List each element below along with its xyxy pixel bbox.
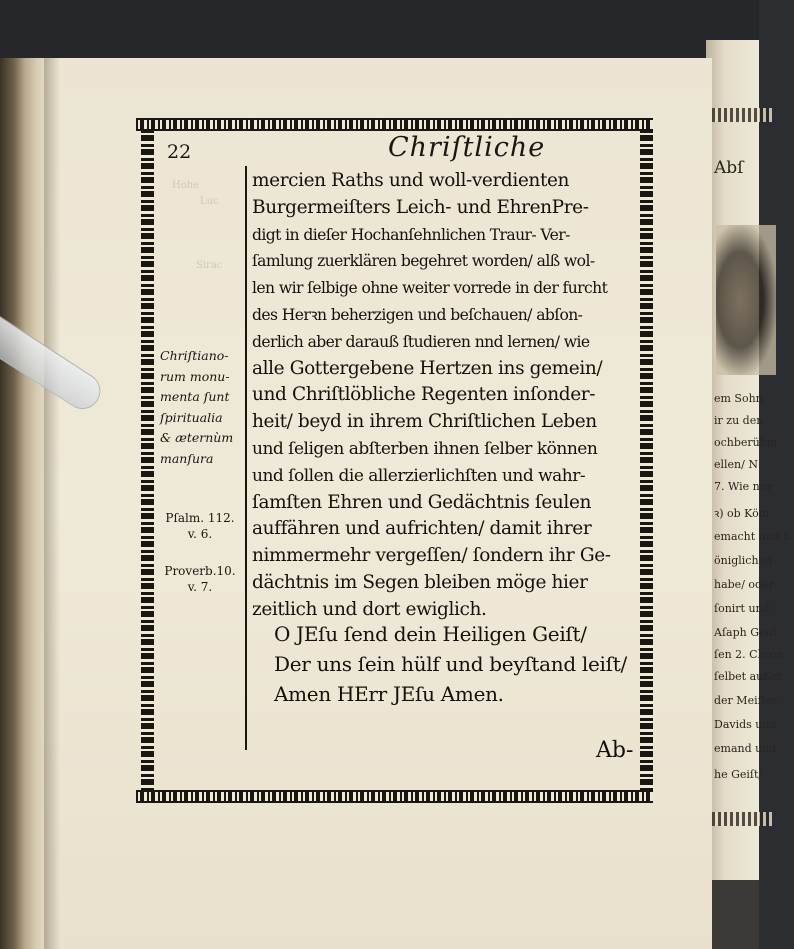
- facing-page-fragment: öniglichen: [714, 554, 773, 567]
- right-ornament-border: [640, 130, 653, 790]
- top-ornament-border: [136, 118, 653, 131]
- scan-background: [0, 0, 759, 60]
- text-line: digt in dieſer Hochanſehnlichen Traur- Ver-: [252, 225, 570, 244]
- prayer-line: Amen HErr JEſu Amen.: [274, 682, 504, 706]
- text-line: des Herꝛn beherzigen und beſchauen/ abſon-: [252, 305, 583, 324]
- facing-page: [706, 40, 791, 910]
- text-line: mercien Raths und woll-verdienten: [252, 170, 570, 191]
- running-title: Chriſtliche: [388, 132, 546, 163]
- facing-page-fragment: ꝛ) ob Köni: [714, 507, 770, 520]
- text-line: zeitlich und dort ewiglich.: [252, 598, 487, 620]
- text-line: dächtnis im Segen bleiben möge hier: [252, 571, 588, 593]
- facing-page-fragment: ſonirt und: [714, 602, 770, 615]
- marginal-note-line: & æternùm: [160, 430, 234, 445]
- catchword: Ab-: [596, 738, 634, 763]
- text-line: Burgermeiſters Leich- und EhrenPre-: [252, 196, 589, 218]
- text-line: auffähren und aufrichten/ damit ihrer: [252, 518, 592, 540]
- facing-page-fragment: emacht und h: [714, 530, 791, 543]
- show-through-text: Hohe: [172, 180, 200, 191]
- reference-line: Proverb.10.: [164, 564, 236, 578]
- facing-page-fragment: he Geiſt/: [714, 768, 763, 781]
- prayer-line: O JEſu ſend dein Heiligen Geiſt/: [274, 622, 587, 646]
- closing-prayer: [274, 619, 627, 709]
- text-line: alle Gottergebene Hertzen ins gemein/: [252, 357, 603, 379]
- marginal-note-line: rum monu-: [160, 368, 230, 384]
- sermon-text-block: [252, 168, 635, 624]
- marginal-note-line: menta ſunt: [160, 389, 230, 404]
- marginal-note-line: Chriſtiano-: [160, 348, 229, 363]
- facing-page-fragment: 7. Wie nur: [714, 480, 773, 493]
- text-line: ſamlung zuerklären begehret worden/ alß wol-: [252, 252, 595, 271]
- scripture-reference-psalm: [160, 510, 240, 542]
- reference-line: v. 6.: [187, 527, 213, 541]
- facing-page-fragment: emand und: [714, 742, 777, 755]
- reference-line: v. 7.: [187, 580, 213, 594]
- marginal-note-line: manſura: [160, 450, 214, 466]
- text-line: len wir ſelbige ohne weiter vorrede in der furcht: [252, 279, 608, 298]
- left-ornament-border: [141, 130, 154, 790]
- facing-page-fragment: der Meiſter: [714, 694, 778, 707]
- facing-page-fragment: habe/ oder: [714, 578, 774, 591]
- facing-page-fragment: ſen 2. Chron: [714, 648, 784, 661]
- show-through-text: Luc: [200, 196, 219, 207]
- prayer-line: Der uns ſein hülf und beyſtand leiſt/: [274, 652, 627, 676]
- text-line: heit/ beyd in ihrem Chriſtlichen Leben: [252, 411, 597, 433]
- facing-page-ornament: [712, 812, 772, 826]
- marginal-note-line: ſpiritualia: [160, 409, 223, 425]
- text-line: und Chriſtlöbliche Regenten inſonder-: [252, 384, 596, 406]
- scripture-reference-proverbs: [160, 563, 240, 595]
- text-line: nimmermehr vergeſſen/ ſondern ihr Ge-: [252, 545, 611, 567]
- facing-page-fragment: ochberühm: [714, 436, 778, 449]
- facing-page-fragment: Davids und: [714, 718, 777, 731]
- facing-page-ornament: [712, 108, 772, 122]
- facing-page-fragment: Abſ: [714, 158, 744, 178]
- decorated-initial: [716, 225, 776, 375]
- marginal-note: [160, 346, 245, 469]
- facing-page-fragment: Aſaph Geiſt: [714, 626, 778, 639]
- facing-page-fragment: ellen/ N: [714, 458, 758, 471]
- text-line: und ſollen die allerzierlichſten und wahr-: [252, 465, 586, 486]
- text-line: ſamſten Ehren und Gedächtnis ſeulen: [252, 491, 592, 513]
- facing-page-fragment: em Sohn: [714, 392, 763, 405]
- text-line: und ſeligen abſterben ihnen ſelber können: [252, 438, 598, 459]
- reference-line: Pſalm. 112.: [165, 511, 235, 525]
- margin-column-rule: [245, 166, 247, 750]
- page-number: 22: [167, 141, 192, 163]
- bottom-ornament-border: [136, 790, 653, 803]
- gutter-shadow: [44, 58, 60, 949]
- facing-page-fragment: ſelbet außer: [714, 670, 783, 683]
- book-fore-edge: [0, 58, 46, 949]
- show-through-text: Sirac: [196, 260, 223, 271]
- text-line: derlich aber darauß ſtudieren nnd lernen/ wie: [252, 332, 590, 351]
- facing-page-fragment: ir zu den: [714, 414, 764, 427]
